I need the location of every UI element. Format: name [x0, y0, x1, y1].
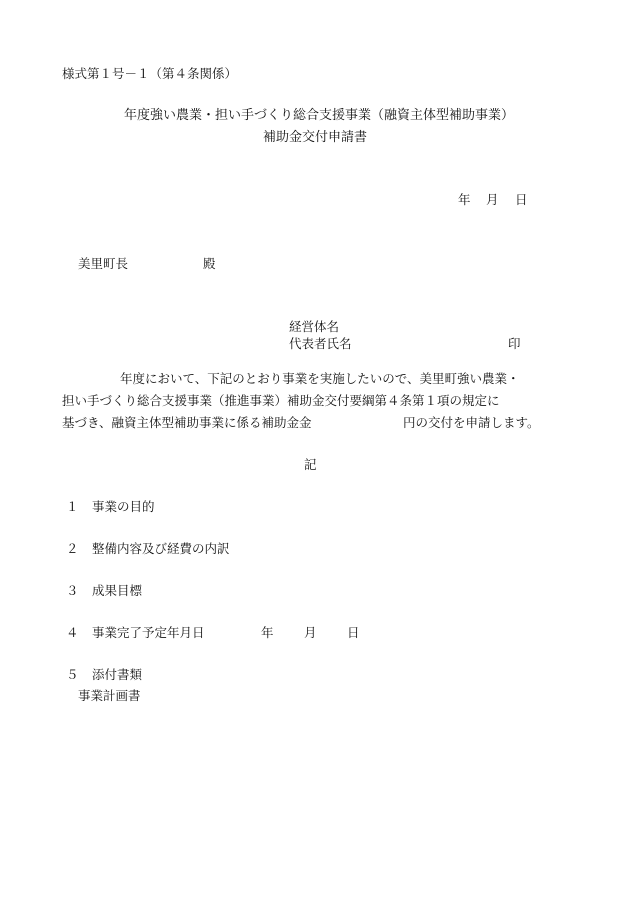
item-label-breakdown: 整備内容及び経費の内訳 — [92, 541, 230, 556]
completion-day: 日 — [347, 625, 360, 640]
seal-mark: 印 — [508, 336, 521, 351]
addressee-name: 美里町長 — [78, 256, 129, 271]
body-line-2: 担い手づくり総合支援事業（推進事業）補助金交付要綱第４条第１項の規定に — [62, 393, 500, 408]
entity-name-label: 経営体名 — [289, 319, 340, 334]
item-number: ２ — [66, 541, 79, 556]
item-label-target: 成果目標 — [92, 583, 143, 598]
body-line-1: 年度において、下記のとおり事業を実施したいので、美里町強い農業・ — [120, 371, 520, 386]
representative-name-label: 代表者氏名 — [289, 336, 352, 351]
date-day: 日 — [515, 192, 528, 207]
form-title-line2: 補助金交付申請書 — [262, 130, 367, 145]
body-line-3a: 基づき、融資主体型補助事業に係る補助金金 — [62, 415, 312, 430]
item-number: ５ — [66, 667, 79, 682]
item-number: ４ — [66, 625, 79, 640]
ki-heading: 記 — [304, 457, 317, 472]
body-line-3b: 円の交付を申請します。 — [403, 415, 540, 430]
completion-year: 年 — [261, 625, 274, 640]
addressee-honorific: 殿 — [203, 256, 216, 271]
item-number: １ — [66, 499, 79, 514]
date-month: 月 — [486, 192, 499, 207]
form-number: 様式第１号－１（第４条関係） — [62, 66, 238, 81]
item-label-purpose: 事業の目的 — [92, 499, 155, 514]
date-year: 年 — [458, 192, 471, 207]
item-number: ３ — [66, 583, 79, 598]
item-label-attachments: 添付書類 — [92, 667, 143, 682]
attachment-business-plan: 事業計画書 — [78, 688, 141, 703]
item-label-completion-date: 事業完了予定年月日 — [92, 625, 205, 640]
completion-month: 月 — [304, 625, 317, 640]
form-title-line1: 年度強い農業・担い手づくり総合支援事業（融資主体型補助事業） — [123, 108, 514, 123]
